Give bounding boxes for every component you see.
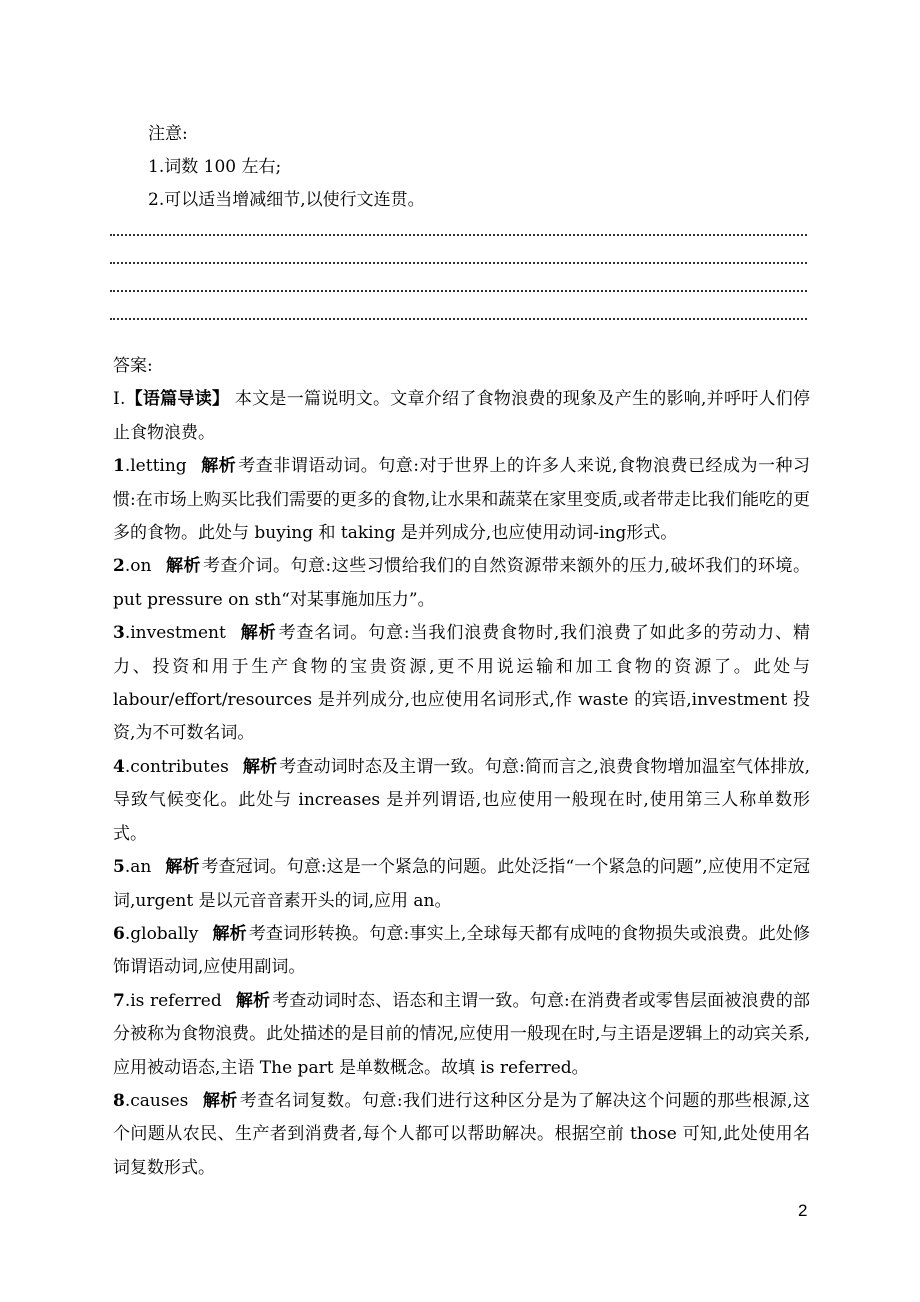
analysis-text: 考查词形转换。句意:事实上,全球每天都有成吨的食物损失或浪费。此处修饰谓语动词,应使用副词。 — [113, 923, 810, 978]
answer-line — [110, 290, 807, 292]
intro-label: 【语篇导读】 — [125, 389, 230, 410]
answer-word: .is referred — [124, 990, 222, 1011]
answer-line — [110, 262, 807, 264]
answer-number: 4 — [113, 756, 125, 777]
analysis-label: 解析 — [239, 623, 277, 644]
analysis-label: 解析 — [165, 556, 201, 577]
answer-word: .on — [124, 556, 152, 577]
answer-list — [113, 450, 810, 1185]
page-number: 2 — [798, 1201, 808, 1220]
answer-number: 3 — [113, 623, 125, 644]
answer-word: .contributes — [124, 756, 229, 777]
notes-item: 1.词数 100 左右; — [148, 157, 282, 177]
answer-item — [113, 617, 810, 751]
answer-number: 7 — [113, 990, 125, 1011]
section-numeral: Ⅰ. — [113, 389, 126, 410]
notes-section — [148, 118, 425, 217]
answer-item — [113, 751, 810, 851]
answer-number: 2 — [113, 556, 125, 577]
answer-word: .globally — [124, 923, 199, 944]
answer-word: .an — [124, 857, 152, 878]
answers-section — [113, 350, 810, 1185]
answer-item — [113, 550, 810, 617]
answer-number: 5 — [113, 857, 125, 878]
passage-intro — [113, 383, 810, 450]
answer-line — [110, 234, 807, 236]
analysis-text: 考查冠词。句意:这是一个紧急的问题。此处泛指“一个紧急的问题”,应使用不定冠词,urgent 是以元音音素开头的词,应用 an。 — [113, 857, 811, 911]
answer-word: .letting — [124, 456, 187, 477]
answer-item — [113, 450, 810, 550]
notes-item: 2.可以适当增减细节,以使行文连贯。 — [148, 190, 425, 210]
analysis-text: 考查介词。句意:这些习惯给我们的自然资源带来额外的压力,破坏我们的环境。put pressure on sth“对某事施加压力”。 — [113, 556, 811, 610]
intro-text: 本文是一篇说明文。文章介绍了食物浪费的现象及产生的影响,并呼吁人们停止食物浪费。 — [113, 389, 810, 443]
analysis-label: 解析 — [165, 857, 200, 878]
analysis-text: 考查非谓语动词。句意:对于世界上的许多人来说,食物浪费已经成为一种习惯:在市场上购买比我们需要的更多的食物,让水果和蔬菜在家里变质,或者带走比我们能吃的更多的食物。此处与 buying 和 taking 是并列成分,也应使用动词-ing形式。 — [113, 456, 810, 544]
analysis-label: 解析 — [200, 456, 237, 477]
analysis-label: 解析 — [212, 923, 247, 944]
answer-number: 1 — [113, 456, 125, 477]
analysis-text: 考查名词。句意:当我们浪费食物时,我们浪费了如此多的劳动力、精力、投资和用于生产食物的宝贵资源,更不用说运输和加工食物的资源了。此处与 labour/effort/resources 是并列成分,也应使用名词形式,作 waste 的宾语,investment 投资,为不可数名词。 — [113, 623, 810, 744]
answer-item — [113, 918, 810, 985]
analysis-label: 解析 — [242, 756, 278, 777]
answer-number: 8 — [113, 1090, 125, 1111]
analysis-text: 考查动词时态及主谓一致。句意:简而言之,浪费食物增加温室气体排放,导致气候变化。此处与 increases 是并列谓语,也应使用一般现在时,使用第三人称单数形式。 — [113, 756, 810, 844]
analysis-text: 考查动词时态、语态和主谓一致。句意:在消费者或零售层面被浪费的部分被称为食物浪费。此处描述的是目前的情况,应使用一般现在时,与主语是逻辑上的动宾关系,应用被动语态,主语 The part 是单数概念。故填 is referred。 — [113, 990, 810, 1078]
answers-heading: 答案: — [113, 356, 153, 376]
answer-word: .investment — [124, 623, 226, 644]
analysis-text: 考查名词复数。句意:我们进行这种区分是为了解决这个问题的那些根源,这个问题从农民、生产者到消费者,每个人都可以帮助解决。根据空前 those 可知,此处使用名词复数形式。 — [113, 1090, 810, 1178]
answer-word: .causes — [124, 1090, 189, 1111]
analysis-label: 解析 — [235, 990, 271, 1011]
answer-item — [113, 851, 810, 918]
analysis-label: 解析 — [202, 1090, 238, 1111]
answer-item — [113, 985, 810, 1085]
answer-item — [113, 1085, 810, 1185]
answer-number: 6 — [113, 923, 125, 944]
answer-line — [110, 318, 807, 320]
notes-heading: 注意: — [148, 124, 188, 144]
